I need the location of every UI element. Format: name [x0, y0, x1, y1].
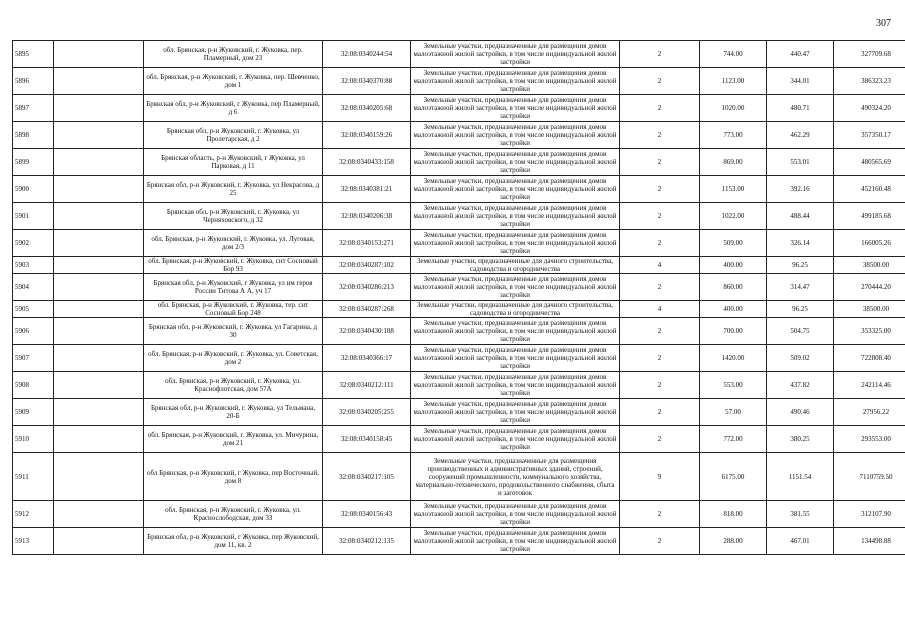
- cadastral-number-cell: 32:08:0340433:158: [323, 149, 411, 176]
- land-use-cell: Земельные участки, предназначенные для размещения домов малоэтажной жилой застройки, в том числе индивидуальной жилой застройки: [411, 372, 620, 399]
- land-use-cell: Земельные участки, предназначенные для дачного строительства, садоводства и огородничества: [411, 301, 620, 318]
- area-cell: 700.00: [700, 318, 767, 345]
- cadastral-value-cell: 270444.20: [834, 274, 905, 301]
- unit-value-cell: 490.46: [767, 399, 834, 426]
- area-cell: 869.00: [700, 149, 767, 176]
- land-use-cell: Земельные участки, предназначенные для размещения домов малоэтажной жилой застройки, в том числе индивидуальной жилой застройки: [411, 230, 620, 257]
- land-use-cell: Земельные участки, предназначенные для размещения домов малоэтажной жилой застройки, в том числе индивидуальной жилой застройки: [411, 149, 620, 176]
- table-row: [13, 257, 905, 274]
- blank-cell: [54, 230, 144, 257]
- area-cell: 818.00: [700, 501, 767, 528]
- category-cell: 2: [620, 372, 700, 399]
- cadastral-number-cell: 32:08:0340206:38: [323, 203, 411, 230]
- unit-value-cell: 504.75: [767, 318, 834, 345]
- row-number-cell: 5898: [13, 122, 54, 149]
- cadastral-value-cell: 480565.69: [834, 149, 905, 176]
- blank-cell: [54, 345, 144, 372]
- blank-cell: [54, 95, 144, 122]
- cadastral-value-cell: 452160.48: [834, 176, 905, 203]
- blank-cell: [54, 372, 144, 399]
- category-cell: 2: [620, 399, 700, 426]
- table-row: [13, 372, 905, 399]
- unit-value-cell: 509.02: [767, 345, 834, 372]
- cadastral-number-cell: 32:08:0340430:188: [323, 318, 411, 345]
- table-row: [13, 68, 905, 95]
- address-cell: обл. Брянская, р-н Жуковский, г. Жуковка, ул. Советская, дом 2: [144, 345, 323, 372]
- category-cell: 2: [620, 203, 700, 230]
- cadastral-number-cell: 32:08:0340153:271: [323, 230, 411, 257]
- table-row: [13, 501, 905, 528]
- address-cell: Брянская обл, р-н Жуковский, г. Жуковка, ул Пролетарская, д 2: [144, 122, 323, 149]
- address-cell: Брянская обл, р-н Жуковский, г. Жуковка, ул Тельмана, 20-Б: [144, 399, 323, 426]
- cadastral-value-cell: 722808.40: [834, 345, 905, 372]
- address-cell: обл. Брянская, р-н Жуковский, г. Жуковка, снт Сосновый Бор 93: [144, 257, 323, 274]
- unit-value-cell: 96.25: [767, 257, 834, 274]
- unit-value-cell: 380.25: [767, 426, 834, 453]
- cadastral-value-cell: 134498.88: [834, 528, 905, 555]
- land-use-cell: Земельные участки, предназначенные для размещения домов малоэтажной жилой застройки, в том числе индивидуальной жилой застройки: [411, 176, 620, 203]
- cadastral-value-cell: 293553.00: [834, 426, 905, 453]
- row-number-cell: 5906: [13, 318, 54, 345]
- blank-cell: [54, 528, 144, 555]
- blank-cell: [54, 301, 144, 318]
- land-use-cell: Земельные участки, предназначенные для размещения домов малоэтажной жилой застройки, в том числе индивидуальной жилой застройки: [411, 399, 620, 426]
- row-number-cell: 5912: [13, 501, 54, 528]
- area-cell: 1420.00: [700, 345, 767, 372]
- blank-cell: [54, 501, 144, 528]
- land-use-cell: Земельные участки, предназначенные для размещения домов малоэтажной жилой застройки, в том числе индивидуальной жилой застройки: [411, 122, 620, 149]
- area-cell: 860.00: [700, 274, 767, 301]
- table-row: [13, 41, 905, 68]
- blank-cell: [54, 257, 144, 274]
- address-cell: Брянская обл, р-н Жуковский, г Жуковка, ул им героя России Титова А А, уч 17: [144, 274, 323, 301]
- table-row: [13, 399, 905, 426]
- cadastral-number-cell: 32:08:0340205:68: [323, 95, 411, 122]
- row-number-cell: 5899: [13, 149, 54, 176]
- area-cell: 1022.00: [700, 203, 767, 230]
- table-row: [13, 345, 905, 372]
- cadastral-number-cell: 32:08:0340366:17: [323, 345, 411, 372]
- row-number-cell: 5903: [13, 257, 54, 274]
- category-cell: 4: [620, 257, 700, 274]
- land-use-cell: Земельные участки, предназначенные для размещения домов малоэтажной жилой застройки, в том числе индивидуальной жилой застройки: [411, 274, 620, 301]
- unit-value-cell: 480.71: [767, 95, 834, 122]
- blank-cell: [54, 68, 144, 95]
- address-cell: обл. Брянская, р-н Жуковский, г. Жуковка, ул. Краснослободская, дом 33: [144, 501, 323, 528]
- unit-value-cell: 437.82: [767, 372, 834, 399]
- address-cell: обл. Брянская, р-н Жуковский, г. Жуковка, тер. снт Сосновый Бор 248: [144, 301, 323, 318]
- unit-value-cell: 488.44: [767, 203, 834, 230]
- row-number-cell: 5910: [13, 426, 54, 453]
- cadastral-number-cell: 32:08:0340205:255: [323, 399, 411, 426]
- table-row: [13, 203, 905, 230]
- unit-value-cell: 344.01: [767, 68, 834, 95]
- area-cell: 288.00: [700, 528, 767, 555]
- row-number-cell: 5901: [13, 203, 54, 230]
- category-cell: 2: [620, 501, 700, 528]
- row-number-cell: 5900: [13, 176, 54, 203]
- area-cell: 57.00: [700, 399, 767, 426]
- address-cell: Брянская обл, р-н Жуковский, г. Жуковка, ул Некрасова, д 25: [144, 176, 323, 203]
- category-cell: 2: [620, 318, 700, 345]
- category-cell: 2: [620, 68, 700, 95]
- cadastral-number-cell: 32:08:0340217:105: [323, 453, 411, 501]
- category-cell: 2: [620, 149, 700, 176]
- row-number-cell: 5904: [13, 274, 54, 301]
- blank-cell: [54, 274, 144, 301]
- land-use-cell: Земельные участки, предназначенные для размещения домов малоэтажной жилой застройки, в том числе индивидуальной жилой застройки: [411, 95, 620, 122]
- land-use-cell: Земельные участки, предназначенные для размещения домов малоэтажной жилой застройки, в том числе индивидуальной жилой застройки: [411, 528, 620, 555]
- cadastral-number-cell: 32:08:0340287:102: [323, 257, 411, 274]
- category-cell: 2: [620, 95, 700, 122]
- area-cell: 1153.00: [700, 176, 767, 203]
- address-cell: Брянская обл, р-н Жуковский, г Жуковка, пер Пламерный, д 6: [144, 95, 323, 122]
- unit-value-cell: 314.47: [767, 274, 834, 301]
- table-row: [13, 230, 905, 257]
- blank-cell: [54, 176, 144, 203]
- table-row: [13, 453, 905, 501]
- cadastral-number-cell: 32:08:0340158:45: [323, 426, 411, 453]
- cadastral-number-cell: 32:08:0340156:43: [323, 501, 411, 528]
- unit-value-cell: 467.01: [767, 528, 834, 555]
- row-number-cell: 5909: [13, 399, 54, 426]
- cadastral-value-cell: 357350.17: [834, 122, 905, 149]
- unit-value-cell: 326.14: [767, 230, 834, 257]
- area-cell: 553.00: [700, 372, 767, 399]
- unit-value-cell: 462.29: [767, 122, 834, 149]
- cadastral-value-cell: 38500.00: [834, 257, 905, 274]
- area-cell: 400.00: [700, 257, 767, 274]
- cadastral-value-cell: 499185.68: [834, 203, 905, 230]
- category-cell: 2: [620, 230, 700, 257]
- area-cell: 509.00: [700, 230, 767, 257]
- cadastral-value-cell: 27956.22: [834, 399, 905, 426]
- cadastral-number-cell: 32:08:0340244:54: [323, 41, 411, 68]
- land-use-cell: Земельные участки, предназначенные для размещения домов малоэтажной жилой застройки, в том числе индивидуальной жилой застройки: [411, 68, 620, 95]
- cadastral-value-cell: 38500.00: [834, 301, 905, 318]
- table-row: [13, 426, 905, 453]
- row-number-cell: 5913: [13, 528, 54, 555]
- category-cell: 2: [620, 274, 700, 301]
- cadastral-value-cell: 312107.90: [834, 501, 905, 528]
- row-number-cell: 5905: [13, 301, 54, 318]
- blank-cell: [54, 122, 144, 149]
- page-number: 307: [876, 18, 891, 29]
- row-number-cell: 5902: [13, 230, 54, 257]
- cadastral-value-cell: 7110759.50: [834, 453, 905, 501]
- table-row: [13, 274, 905, 301]
- category-cell: 2: [620, 41, 700, 68]
- blank-cell: [54, 203, 144, 230]
- blank-cell: [54, 318, 144, 345]
- area-cell: 772.00: [700, 426, 767, 453]
- address-cell: Брянская обл, р-н Жуковский, г. Жуковка, ул Гагарина, д 30: [144, 318, 323, 345]
- table-row: [13, 95, 905, 122]
- address-cell: обл. Брянская, р-н Жуковский, г. Жуковка, ул. Краснофлотская, дом 57А: [144, 372, 323, 399]
- cadastral-number-cell: 32:08:0340287:268: [323, 301, 411, 318]
- unit-value-cell: 553.01: [767, 149, 834, 176]
- category-cell: 9: [620, 453, 700, 501]
- blank-cell: [54, 149, 144, 176]
- land-registry-table: [12, 40, 905, 555]
- category-cell: 4: [620, 301, 700, 318]
- row-number-cell: 5895: [13, 41, 54, 68]
- cadastral-value-cell: 166005.26: [834, 230, 905, 257]
- cadastral-value-cell: 242114.46: [834, 372, 905, 399]
- unit-value-cell: 392.16: [767, 176, 834, 203]
- land-use-cell: Земельные участки, предназначенные для размещения домов малоэтажной жилой застройки, в том числе индивидуальной жилой застройки: [411, 345, 620, 372]
- table-row: [13, 301, 905, 318]
- address-cell: обл. Брянская, р-н Жуковский, г. Жуковка, ул. Мичурина, дом 21: [144, 426, 323, 453]
- table-row: [13, 176, 905, 203]
- address-cell: Брянская обл, р-н Жуковский, г Жуковка, пер Жуковский, дом 11, кв. 2: [144, 528, 323, 555]
- table-row: [13, 149, 905, 176]
- land-use-cell: Земельные участки, предназначенные для размещения домов малоэтажной жилой застройки, в том числе индивидуальной жилой застройки: [411, 203, 620, 230]
- unit-value-cell: 440.47: [767, 41, 834, 68]
- area-cell: 773.00: [700, 122, 767, 149]
- land-use-cell: Земельные участки, предназначенные для размещения домов малоэтажной жилой застройки, в том числе индивидуальной жилой застройки: [411, 41, 620, 68]
- address-cell: обл. Брянская, р-н Жуковский, г. Жуковка, пер. Шевченко, дом 1: [144, 68, 323, 95]
- land-use-cell: Земельные участки, предназначенные для размещения домов малоэтажной жилой застройки, в том числе индивидуальной жилой застройки: [411, 501, 620, 528]
- unit-value-cell: 1151.54: [767, 453, 834, 501]
- blank-cell: [54, 399, 144, 426]
- address-cell: обл. Брянская, р-н Жуковский, г. Жуковка, ул. Луговая, дом 2/3: [144, 230, 323, 257]
- table-row: [13, 122, 905, 149]
- blank-cell: [54, 453, 144, 501]
- land-use-cell: Земельные участки, предназначенные для дачного строительства, садоводства и огородничества: [411, 257, 620, 274]
- category-cell: 2: [620, 345, 700, 372]
- cadastral-number-cell: 32:08:0340370:88: [323, 68, 411, 95]
- category-cell: 2: [620, 528, 700, 555]
- row-number-cell: 5908: [13, 372, 54, 399]
- cadastral-value-cell: 353325.00: [834, 318, 905, 345]
- cadastral-value-cell: 386323.23: [834, 68, 905, 95]
- row-number-cell: 5907: [13, 345, 54, 372]
- address-cell: обл. Брянская, р-н Жуковский, г. Жуковка, пер. Пламерный, дом 23: [144, 41, 323, 68]
- cadastral-value-cell: 327709.68: [834, 41, 905, 68]
- address-cell: Брянская обл, р-н Жуковский, г. Жуковка, ул Черняховского, д 32: [144, 203, 323, 230]
- land-use-cell: Земельные участки, предназначенные для размещения домов малоэтажной жилой застройки, в том числе индивидуальной жилой застройки: [411, 318, 620, 345]
- area-cell: 1020.00: [700, 95, 767, 122]
- table-row: [13, 528, 905, 555]
- area-cell: 744.00: [700, 41, 767, 68]
- blank-cell: [54, 41, 144, 68]
- address-cell: обл Брянская, р-н Жуковский, г Жуковка, пер Восточный, дом 8: [144, 453, 323, 501]
- area-cell: 6175.00: [700, 453, 767, 501]
- cadastral-number-cell: 32:08:0340212:135: [323, 528, 411, 555]
- cadastral-number-cell: 32:08:0340286:213: [323, 274, 411, 301]
- category-cell: 2: [620, 122, 700, 149]
- cadastral-number-cell: 32:08:0340159:26: [323, 122, 411, 149]
- row-number-cell: 5911: [13, 453, 54, 501]
- address-cell: Брянская область, р-н Жуковский, г Жуковка, ул Парковая, д 11: [144, 149, 323, 176]
- category-cell: 2: [620, 176, 700, 203]
- cadastral-value-cell: 490324.20: [834, 95, 905, 122]
- cadastral-number-cell: 32:08:0340381:21: [323, 176, 411, 203]
- area-cell: 400.00: [700, 301, 767, 318]
- table-body: [13, 41, 905, 555]
- land-use-cell: Земельные участки, предназначенные для размещения производственных и административных зданий, строений, сооружений промышленности, коммунального хозяйства, материально-технического, продовольственного снабжения, сбыта и заготовок: [411, 453, 620, 501]
- unit-value-cell: 381.55: [767, 501, 834, 528]
- blank-cell: [54, 426, 144, 453]
- land-use-cell: Земельные участки, предназначенные для размещения домов малоэтажной жилой застройки, в том числе индивидуальной жилой застройки: [411, 426, 620, 453]
- category-cell: 2: [620, 426, 700, 453]
- unit-value-cell: 96.25: [767, 301, 834, 318]
- row-number-cell: 5896: [13, 68, 54, 95]
- table-row: [13, 318, 905, 345]
- cadastral-number-cell: 32:08:0340212:111: [323, 372, 411, 399]
- area-cell: 1123.00: [700, 68, 767, 95]
- row-number-cell: 5897: [13, 95, 54, 122]
